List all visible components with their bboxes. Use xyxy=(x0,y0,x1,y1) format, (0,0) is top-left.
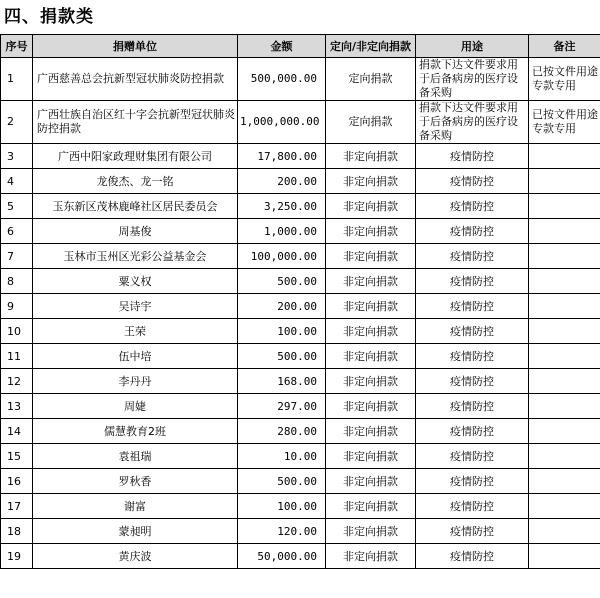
cell-donor: 黄庆波 xyxy=(33,544,238,569)
cell-note xyxy=(529,319,600,344)
cell-use: 疫情防控 xyxy=(416,244,529,269)
cell-donor: 蒙昶明 xyxy=(33,519,238,544)
cell-note xyxy=(529,194,600,219)
cell-no: 16 xyxy=(1,469,33,494)
cell-no: 1 xyxy=(1,58,33,101)
cell-type: 非定向捐款 xyxy=(326,169,416,194)
table-row xyxy=(1,494,600,519)
cell-amount: 100.00 xyxy=(238,494,326,519)
cell-use: 疫情防控 xyxy=(416,344,529,369)
cell-note xyxy=(529,269,600,294)
cell-donor: 周婕 xyxy=(33,394,238,419)
header-donor: 捐赠单位 xyxy=(33,35,238,58)
cell-donor: 袁祖瑞 xyxy=(33,444,238,469)
cell-donor: 吴诗宇 xyxy=(33,294,238,319)
cell-type: 非定向捐款 xyxy=(326,294,416,319)
cell-use: 疫情防控 xyxy=(416,294,529,319)
cell-amount: 50,000.00 xyxy=(238,544,326,569)
table-row xyxy=(1,101,600,144)
cell-no: 19 xyxy=(1,544,33,569)
cell-use: 疫情防控 xyxy=(416,494,529,519)
table-row xyxy=(1,419,600,444)
cell-type: 非定向捐款 xyxy=(326,194,416,219)
cell-amount: 120.00 xyxy=(238,519,326,544)
table-row xyxy=(1,194,600,219)
cell-note xyxy=(529,469,600,494)
header-type: 定向/非定向捐款 xyxy=(326,35,416,58)
table-row xyxy=(1,58,600,101)
cell-amount: 200.00 xyxy=(238,169,326,194)
table-row xyxy=(1,444,600,469)
cell-type: 非定向捐款 xyxy=(326,394,416,419)
table-row xyxy=(1,244,600,269)
cell-use: 捐款下达文件要求用于后备病房的医疗设备采购 xyxy=(416,101,529,144)
cell-no: 6 xyxy=(1,219,33,244)
cell-type: 定向捐款 xyxy=(326,101,416,144)
cell-no: 8 xyxy=(1,269,33,294)
cell-donor: 广西中阳家政理财集团有限公司 xyxy=(33,144,238,169)
cell-use: 疫情防控 xyxy=(416,519,529,544)
cell-note xyxy=(529,294,600,319)
cell-donor: 王荣 xyxy=(33,319,238,344)
cell-donor: 广西壮族自治区红十字会抗新型冠状肺炎防控捐款 xyxy=(33,101,238,144)
cell-donor: 粟义权 xyxy=(33,269,238,294)
cell-amount: 1,000,000.00 xyxy=(238,101,326,144)
cell-donor: 罗秋香 xyxy=(33,469,238,494)
cell-type: 非定向捐款 xyxy=(326,544,416,569)
table-row xyxy=(1,319,600,344)
cell-note xyxy=(529,394,600,419)
cell-no: 17 xyxy=(1,494,33,519)
cell-note: 已按文件用途专款专用 xyxy=(529,101,600,144)
cell-type: 非定向捐款 xyxy=(326,319,416,344)
table-row xyxy=(1,369,600,394)
cell-amount: 297.00 xyxy=(238,394,326,419)
cell-use: 疫情防控 xyxy=(416,544,529,569)
cell-donor: 玉东新区茂林鹿峰社区居民委员会 xyxy=(33,194,238,219)
cell-donor: 周基俊 xyxy=(33,219,238,244)
cell-no: 12 xyxy=(1,369,33,394)
cell-use: 疫情防控 xyxy=(416,144,529,169)
cell-use: 疫情防控 xyxy=(416,469,529,494)
cell-amount: 1,000.00 xyxy=(238,219,326,244)
cell-use: 疫情防控 xyxy=(416,419,529,444)
cell-note: 已按文件用途专款专用 xyxy=(529,58,600,101)
cell-type: 非定向捐款 xyxy=(326,269,416,294)
cell-note xyxy=(529,169,600,194)
table-row xyxy=(1,519,600,544)
table-row xyxy=(1,144,600,169)
cell-amount: 168.00 xyxy=(238,369,326,394)
cell-use: 疫情防控 xyxy=(416,394,529,419)
cell-type: 非定向捐款 xyxy=(326,244,416,269)
cell-no: 10 xyxy=(1,319,33,344)
cell-use: 疫情防控 xyxy=(416,194,529,219)
cell-type: 非定向捐款 xyxy=(326,219,416,244)
cell-note xyxy=(529,369,600,394)
cell-use: 疫情防控 xyxy=(416,319,529,344)
cell-no: 3 xyxy=(1,144,33,169)
cell-no: 2 xyxy=(1,101,33,144)
cell-note xyxy=(529,244,600,269)
cell-note xyxy=(529,519,600,544)
cell-no: 7 xyxy=(1,244,33,269)
cell-use: 疫情防控 xyxy=(416,269,529,294)
cell-type: 非定向捐款 xyxy=(326,144,416,169)
cell-note xyxy=(529,444,600,469)
cell-type: 非定向捐款 xyxy=(326,494,416,519)
cell-no: 5 xyxy=(1,194,33,219)
table-row xyxy=(1,344,600,369)
cell-donor: 伍中培 xyxy=(33,344,238,369)
table-row xyxy=(1,469,600,494)
donation-table xyxy=(0,34,600,569)
cell-note xyxy=(529,144,600,169)
cell-donor: 玉林市玉州区光彩公益基金会 xyxy=(33,244,238,269)
cell-type: 非定向捐款 xyxy=(326,419,416,444)
cell-note xyxy=(529,544,600,569)
cell-donor: 李丹丹 xyxy=(33,369,238,394)
header-no: 序号 xyxy=(1,35,33,58)
cell-no: 13 xyxy=(1,394,33,419)
cell-donor: 谢富 xyxy=(33,494,238,519)
header-use: 用途 xyxy=(416,35,529,58)
cell-amount: 500,000.00 xyxy=(238,58,326,101)
cell-use: 疫情防控 xyxy=(416,219,529,244)
cell-no: 4 xyxy=(1,169,33,194)
cell-note xyxy=(529,219,600,244)
header-note: 备注 xyxy=(529,35,600,58)
cell-type: 非定向捐款 xyxy=(326,519,416,544)
cell-no: 14 xyxy=(1,419,33,444)
table-row xyxy=(1,294,600,319)
cell-type: 定向捐款 xyxy=(326,58,416,101)
cell-no: 18 xyxy=(1,519,33,544)
cell-no: 9 xyxy=(1,294,33,319)
cell-no: 15 xyxy=(1,444,33,469)
cell-amount: 280.00 xyxy=(238,419,326,444)
cell-type: 非定向捐款 xyxy=(326,469,416,494)
cell-use: 疫情防控 xyxy=(416,169,529,194)
header-amount: 金额 xyxy=(238,35,326,58)
cell-donor: 儒慧教育2班 xyxy=(33,419,238,444)
cell-type: 非定向捐款 xyxy=(326,344,416,369)
table-row xyxy=(1,219,600,244)
section-title: 四、捐款类 xyxy=(4,7,94,27)
cell-no: 11 xyxy=(1,344,33,369)
cell-donor: 龙俊杰、龙一铭 xyxy=(33,169,238,194)
cell-type: 非定向捐款 xyxy=(326,444,416,469)
table-row xyxy=(1,544,600,569)
table-row xyxy=(1,394,600,419)
cell-use: 疫情防控 xyxy=(416,444,529,469)
cell-note xyxy=(529,494,600,519)
table-header-row xyxy=(1,35,600,58)
cell-donor: 广西慈善总会抗新型冠状肺炎防控捐款 xyxy=(33,58,238,101)
cell-type: 非定向捐款 xyxy=(326,369,416,394)
cell-use: 捐款下达文件要求用于后备病房的医疗设备采购 xyxy=(416,58,529,101)
cell-amount: 100.00 xyxy=(238,319,326,344)
cell-amount: 200.00 xyxy=(238,294,326,319)
cell-note xyxy=(529,344,600,369)
cell-amount: 10.00 xyxy=(238,444,326,469)
table-row xyxy=(1,169,600,194)
cell-amount: 100,000.00 xyxy=(238,244,326,269)
cell-use: 疫情防控 xyxy=(416,369,529,394)
cell-amount: 500.00 xyxy=(238,344,326,369)
cell-note xyxy=(529,419,600,444)
table-row xyxy=(1,269,600,294)
cell-amount: 3,250.00 xyxy=(238,194,326,219)
cell-amount: 500.00 xyxy=(238,269,326,294)
cell-amount: 17,800.00 xyxy=(238,144,326,169)
cell-amount: 500.00 xyxy=(238,469,326,494)
